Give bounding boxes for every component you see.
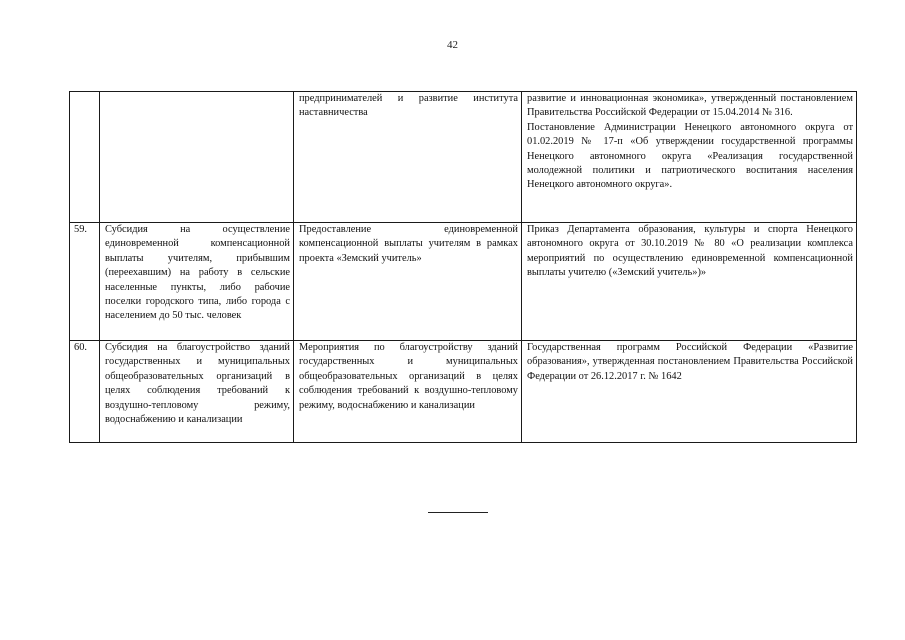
separator-line [428, 512, 488, 513]
subsidy-name-cell [100, 92, 294, 223]
subsidy-name-cell: Субсидия на осуществление единовременной компенсационной выплаты учителям, прибывшим (переехавшим) на работу в сельские населенные пункты, либо рабочие поселки городского типа, либо города с населением до 50 тыс. человек [100, 223, 294, 341]
table-row [70, 223, 857, 341]
page-number: 42 [447, 39, 458, 51]
table-row [70, 341, 857, 443]
legal-basis-cell [522, 341, 857, 443]
table-row [70, 92, 857, 223]
legal-basis-paragraph: Государственная программ Российской Федерации «Развитие образования», утвержденная постановлением Правительства Российской Федерации от 26.12.2017 г. № 1642 [527, 342, 853, 382]
legal-basis-cell [522, 223, 857, 341]
row-number-cell: 59. [70, 223, 100, 341]
legal-basis-paragraph: Постановление Администрации Ненецкого автономного округа от 01.02.2019 № 17-п «Об утверждении государственной программы Ненецкого автономного округа «Реализация государственной молодежной политики и патриотического воспитания населения Ненецкого автономного округа». [527, 121, 853, 191]
subsidy-name-cell: Субсидия на благоустройство зданий государственных и муниципальных общеобразовательных организаций в целях соблюдения требований к воздушно-тепловому режиму, водоснабжению и канализации [100, 341, 294, 443]
document-table [69, 91, 857, 443]
legal-basis-paragraph: Приказ Департамента образования, культуры и спорта Ненецкого автономного округа от 30.10.2019 № 80 «О реализации комплекса мероприятий по осуществлению единовременной компенсационной выплаты учителю («Земский учитель»)» [527, 224, 853, 279]
description-cell: Предоставление единовременной компенсационной выплаты учителям в рамках проекта «Земский учитель» [294, 223, 522, 341]
legal-basis-cell [522, 92, 857, 223]
legal-basis-paragraph: развитие и инновационная экономика», утвержденный постановлением Правительства Российской Федерации от 15.04.2014 № 316. [527, 93, 853, 119]
row-number-cell [70, 92, 100, 223]
description-cell: Мероприятия по благоустройству зданий государственных и муниципальных общеобразовательных организаций в целях соблюдения требований к воздушно-тепловому режиму, водоснабжению и канализации [294, 341, 522, 443]
description-cell: предпринимателей и развитие института наставничества [294, 92, 522, 223]
row-number-cell: 60. [70, 341, 100, 443]
